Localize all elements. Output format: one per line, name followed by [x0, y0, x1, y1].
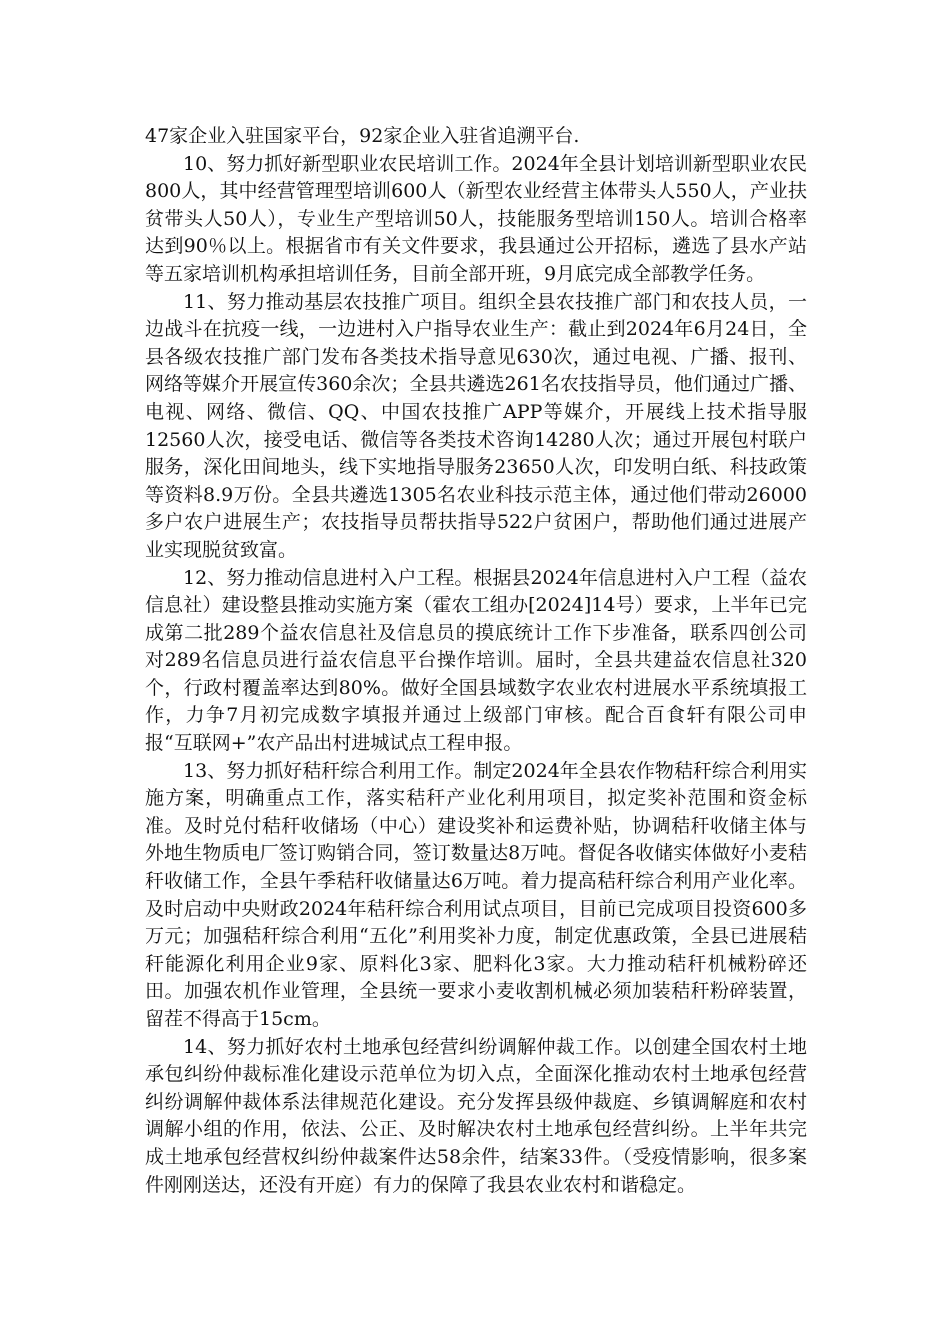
paragraph-10-farmer-training: 10、努力抓好新型职业农民培训工作。2024年全县计划培训新型职业农民800人，其中经营管理型培训600人（新型农业经营主体带头人550人，产业扶贫带头人50人），专业生产型培训50人，技能服务型培训150人。培训合格率达到90％以上。根据省市有关文件要求，我县通过公开招标，遴选了县水产站等五家培训机构承担培训任务，目前全部开班，9月底完成全部教学任务。 — [145, 152, 807, 285]
paragraph-11-agri-tech-extension: 11、努力推动基层农技推广项目。组织全县农技推广部门和农技人员，一边战斗在抗疫一线，一边进村入户指导农业生产：截止到2024年6月24日，全县各级农技推广部门发布各类技术指导意见630次，通过电视、广播、报刊、网络等媒介开展宣传360余次；全县共遴选261名农技指导员，他们通过广播、电视、网络、微信、QQ、中国农技推广APP等媒介，开展线上技术指导服12560人次，接受电话、微信等各类技术咨询14280人次；通过开展包村联户服务，深化田间地头，线下实地指导服务23650人次，印发明白纸、科技政策等资料8.9万份。全县共遴选1305名农业科技示范主体，通过他们带动26000多户农户进展生产；农技指导员帮扶指导522户贫困户，帮助他们通过进展产业实现脱贫致富。 — [145, 290, 807, 561]
paragraph-14-land-dispute-arbitration: 14、努力抓好农村土地承包经营纠纷调解仲裁工作。以创建全国农村土地承包纠纷仲裁标准化建设示范单位为切入点，全面深化推动农村土地承包经营纠纷调解仲裁体系法律规范化建设。充分发挥县级仲裁庭、乡镇调解庭和农村调解小组的作用，依法、公正、及时解决农村土地承包经营纠纷。上半年共完成土地承包经营权纠纷仲裁案件达58余件，结案33件。（受疫情影响，很多案件刚刚送达，还没有开庭）有力的保障了我县农业农村和谐稳定。 — [145, 1035, 807, 1196]
document-body — [145, 123, 807, 1199]
paragraph-13-straw-utilization: 13、努力抓好秸秆综合利用工作。制定2024年全县农作物秸秆综合利用实施方案，明确重点工作，落实秸秆产业化利用项目，拟定奖补范围和资金标准。及时兑付秸秆收储场（中心）建设奖补和运费补贴，协调秸秆收储主体与外地生物质电厂签订购销合同，签订数量达8万吨。督促各收储实体做好小麦秸秆收储工作，全县午季秸秆收储量达6万吨。着力提高秸秆综合利用产业化率。及时启动中央财政2024年秸秆综合利用试点项目，目前已完成项目投资600多万元；加强秸秆综合利用“五化”利用奖补力度，制定优惠政策，全县已进展秸秆能源化利用企业9家、原料化3家、肥料化3家。大力推动秸秆机械粉碎还田。加强农机作业管理，全县统一要求小麦收割机械必须加装秸秆粉碎装置，留茬不得高于15cm。 — [145, 759, 807, 1030]
paragraph-12-info-to-villages: 12、努力推动信息进村入户工程。根据县2024年信息进村入户工程（益农信息社）建设整县推动实施方案（霍农工组办[2024]14号）要求，上半年已完成第二批289个益农信息社及信息员的摸底统计工作下步准备，联系四创公司对289名信息员进行益农信息平台操作培训。届时，全县共建益农信息社320个，行政村覆盖率达到80%。做好全国县域数字农业农村进展水平系统填报工作，力争7月初完成数字填报并通过上级部门审核。配合百食轩有限公司申报“互联网+”农产品出村进城试点工程申报。 — [145, 566, 807, 755]
paragraph-continuation: 47家企业入驻国家平台，92家企业入驻省追溯平台. — [145, 125, 580, 147]
